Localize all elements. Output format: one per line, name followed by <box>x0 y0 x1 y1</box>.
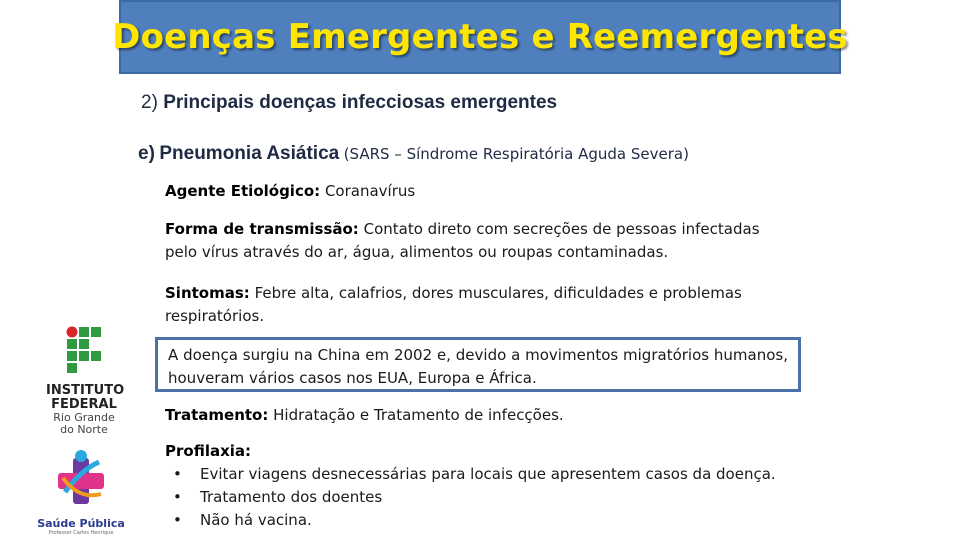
symptoms-value: Febre alta, calafrios, dores musculares, dificuldades e problemas respiratórios. <box>165 284 742 325</box>
symptoms-label: Sintomas: <box>165 284 250 302</box>
origin-note-box <box>155 337 801 392</box>
list-item: • Tratamento dos doentes <box>165 486 845 509</box>
etiologic-agent-value: Coranavírus <box>324 182 416 200</box>
origin-note: A doença surgiu na China em 2002 e, devido a movimentos migratórios humanos, houveram vários casos nos EUA, Europa e África. <box>168 346 788 387</box>
ifrn-line2: FEDERAL <box>51 397 117 412</box>
ifrn-line3: Rio Grande <box>53 411 115 424</box>
etiologic-agent <box>165 180 415 203</box>
disease-full-name: (SARS – Síndrome Respiratória Aguda Severa) <box>343 145 689 163</box>
disease-letter: e) <box>138 143 155 164</box>
treatment-label: Tratamento: <box>165 406 269 424</box>
saude-tagline: Professor Carlos Henrique <box>48 530 114 536</box>
transmission <box>165 218 795 264</box>
ifrn-logo <box>46 325 125 436</box>
page-title: Doenças Emergentes e Reemergentes <box>112 17 848 57</box>
list-item: • Não há vacina. <box>165 509 845 532</box>
section-number: 2) <box>141 92 158 113</box>
symptoms <box>165 282 795 328</box>
treatment <box>165 404 564 427</box>
ifrn-logo-icon <box>46 325 122 373</box>
prophylaxis-label: Profilaxia: <box>165 442 252 460</box>
ifrn-line4: do Norte <box>60 423 108 436</box>
prophylaxis <box>165 440 845 532</box>
etiologic-agent-label: Agente Etiológico: <box>165 182 321 200</box>
disease-heading <box>138 143 689 165</box>
treatment-value: Hidratação e Tratamento de infecções. <box>273 406 564 424</box>
health-cross-icon <box>51 448 111 510</box>
transmission-value: Contato direto com secreções de pessoas infectadas pelo vírus através do ar, água, alimentos ou roupas contaminadas. <box>165 220 760 261</box>
ifrn-line1: INSTITUTO <box>46 383 125 398</box>
disease-name: Pneumonia Asiática <box>159 143 340 164</box>
list-item: • Evitar viagens desnecessárias para locais que apresentem casos da doença. <box>165 463 845 486</box>
section-title: Principais doenças infecciosas emergentes <box>163 92 558 113</box>
section-heading <box>141 92 557 114</box>
title-banner <box>112 0 848 74</box>
transmission-label: Forma de transmissão: <box>165 220 359 238</box>
saude-publica-logo <box>36 448 126 536</box>
saude-name: Saúde Pública <box>37 517 125 530</box>
prophylaxis-list <box>165 463 845 532</box>
